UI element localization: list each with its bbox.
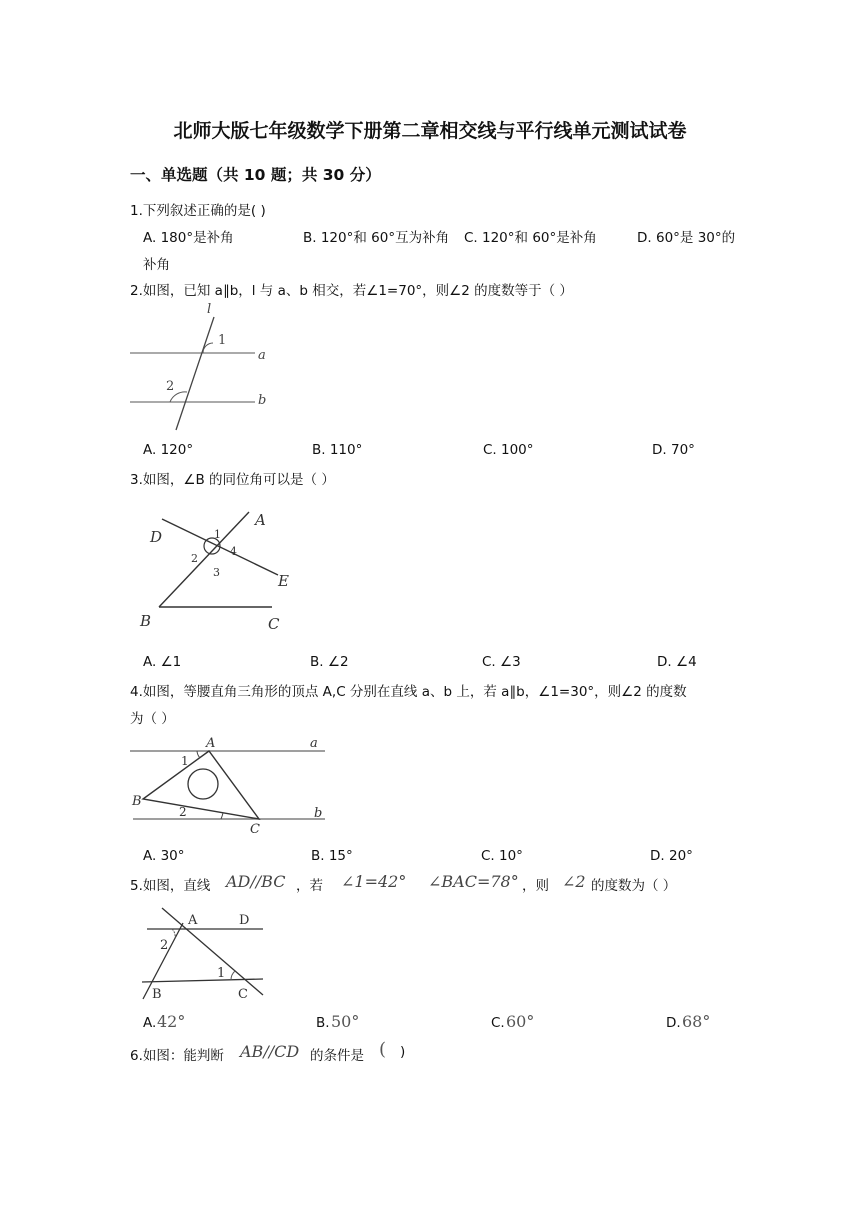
q2-figure bbox=[125, 300, 285, 435]
q5-figure bbox=[135, 905, 275, 1005]
q5-label-C: C bbox=[238, 987, 248, 1002]
q6-math-ab-parallel-cd: AB//CD bbox=[240, 1042, 300, 1061]
q4-label-C: C bbox=[250, 822, 260, 837]
q3-label-3: 3 bbox=[213, 566, 220, 579]
q3-label-1: 1 bbox=[214, 528, 221, 541]
q5-option-a-value: 42° bbox=[157, 1012, 186, 1031]
q4-stem-cont: 为（ ） bbox=[130, 711, 175, 727]
q3-label-C: C bbox=[268, 615, 280, 633]
q5-math-angle1: ∠1=42° bbox=[341, 872, 407, 891]
q4-label-2: 2 bbox=[179, 805, 187, 819]
q2-label-b: b bbox=[258, 393, 267, 408]
q3-label-D: D bbox=[150, 528, 163, 546]
q3-label-A: A bbox=[255, 511, 266, 529]
q5-option-c-letter: C. bbox=[491, 1015, 505, 1031]
q4-label-b: b bbox=[314, 806, 323, 821]
q3-option-b: B. ∠2 bbox=[310, 654, 349, 670]
q2-stem: 2.如图，已知 a∥b，l 与 a、b 相交，若∠1=70°，则∠2 的度数等于（ ） bbox=[130, 283, 573, 299]
q4-figure bbox=[125, 733, 335, 838]
q2-option-b: B. 110° bbox=[312, 442, 363, 458]
q5-stem-prefix: 5.如图，直线 bbox=[130, 878, 211, 894]
q1-option-a: A. 180°是补角 bbox=[143, 230, 234, 246]
q1-stem: 1.下列叙述正确的是( ) bbox=[130, 203, 266, 219]
q3-label-E: E bbox=[278, 572, 289, 590]
q2-label-a: a bbox=[258, 348, 266, 363]
q5-stem-suffix: 的度数为（ ） bbox=[591, 878, 677, 894]
q5-math-angle2: ∠2 bbox=[562, 872, 586, 891]
q6-stem-suffix: 的条件是 bbox=[310, 1048, 364, 1064]
q6-stem-prefix: 6.如图：能判断 bbox=[130, 1048, 224, 1064]
q5-stem-then: ，则 bbox=[522, 878, 549, 894]
q2-option-d: D. 70° bbox=[652, 442, 695, 458]
q4-label-1: 1 bbox=[181, 754, 189, 768]
section-heading: 一、单选题（共 10 题；共 30 分） bbox=[130, 166, 381, 184]
q5-option-a-letter: A. bbox=[143, 1015, 157, 1031]
q5-label-1: 1 bbox=[217, 966, 226, 981]
q1-option-b: B. 120°和 60°互为补角 bbox=[303, 230, 450, 246]
q5-option-b-letter: B. bbox=[316, 1015, 330, 1031]
q3-option-a: A. ∠1 bbox=[143, 654, 182, 670]
q2-label-2: 2 bbox=[166, 379, 175, 394]
q6-paren-close: ) bbox=[400, 1044, 406, 1060]
q4-label-B: B bbox=[132, 794, 142, 809]
q4-option-b: B. 15° bbox=[311, 848, 353, 864]
q5-option-c-value: 60° bbox=[506, 1012, 535, 1031]
q4-label-A: A bbox=[206, 736, 216, 751]
q5-option-d-value: 68° bbox=[682, 1012, 711, 1031]
q5-label-B: B bbox=[152, 987, 162, 1002]
q5-label-2: 2 bbox=[160, 938, 169, 953]
q2-option-c: C. 100° bbox=[483, 442, 534, 458]
q3-label-2: 2 bbox=[191, 552, 198, 565]
q4-option-c: C. 10° bbox=[481, 848, 523, 864]
q3-option-c: C. ∠3 bbox=[482, 654, 521, 670]
q2-label-l: l bbox=[207, 302, 212, 317]
q3-label-B: B bbox=[140, 612, 152, 630]
q5-option-d-letter: D. bbox=[666, 1015, 681, 1031]
q2-option-a: A. 120° bbox=[143, 442, 194, 458]
q5-option-b-value: 50° bbox=[331, 1012, 360, 1031]
q3-label-4: 4 bbox=[230, 545, 237, 558]
q4-stem: 4.如图，等腰直角三角形的顶点 A,C 分别在直线 a、b 上，若 a∥b，∠1=30°，则∠2 的度数 bbox=[130, 684, 687, 700]
q3-stem: 3.如图，∠B 的同位角可以是（ ） bbox=[130, 472, 335, 488]
q4-option-d: D. 20° bbox=[650, 848, 693, 864]
q3-figure bbox=[135, 500, 310, 635]
q5-label-A: A bbox=[188, 913, 198, 928]
q4-option-a: A. 30° bbox=[143, 848, 185, 864]
q5-math-ad-parallel-bc: AD//BC bbox=[226, 872, 286, 891]
q3-option-d: D. ∠4 bbox=[657, 654, 697, 670]
q5-math-angle-bac: ∠BAC=78° bbox=[428, 872, 519, 891]
q1-option-d: D. 60°是 30°的 bbox=[637, 230, 736, 246]
q1-option-d-continued: 补角 bbox=[143, 257, 170, 273]
page-title: 北师大版七年级数学下册第二章相交线与平行线单元测试试卷 bbox=[173, 120, 687, 142]
q4-label-a: a bbox=[310, 736, 318, 751]
q6-paren-open: ( bbox=[379, 1039, 387, 1060]
q5-stem-mid: ，若 bbox=[296, 878, 323, 894]
q5-label-D: D bbox=[239, 913, 250, 928]
q1-option-c: C. 120°和 60°是补角 bbox=[464, 230, 597, 246]
q2-label-1: 1 bbox=[218, 333, 227, 348]
